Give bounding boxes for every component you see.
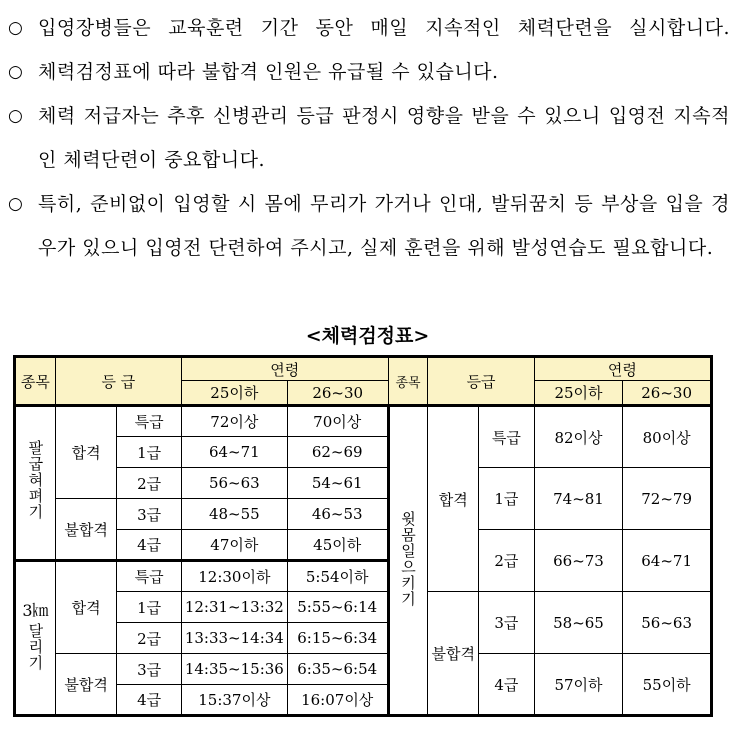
grade-cell: 1급: [479, 468, 535, 530]
value-cell: 70이상: [287, 406, 388, 437]
header-grade: 등 급: [55, 357, 181, 406]
value-cell: 55이하: [623, 654, 712, 716]
grade-cell: 특급: [117, 561, 182, 592]
value-cell: 64~71: [623, 530, 712, 592]
notice-text: 체력검정표에 따라 불합격 인원은 유급될 수 있습니다.: [38, 61, 499, 83]
table-title: <체력검정표>: [305, 325, 430, 347]
header-subject: 종목: [15, 357, 56, 406]
grade-cell: 3급: [117, 654, 182, 685]
header-age-25: 25이하: [181, 381, 287, 406]
notice-text: 체력 저급자는 추후 신병관리 등급 판정시 영향을 받을 수 있으니 입영전 지속적인 체력단련이 중요합니다.: [38, 105, 730, 171]
value-cell: 72이상: [181, 406, 287, 437]
grade-cell: 특급: [479, 406, 535, 468]
grade-cell: 4급: [479, 654, 535, 716]
grade-cell: 3급: [117, 499, 182, 530]
value-cell: 46~53: [287, 499, 388, 530]
header-age-26-30: 26~30: [623, 381, 712, 406]
value-cell: 6:15~6:34: [287, 623, 388, 654]
value-cell: 58~65: [534, 592, 623, 654]
notice-text: 입영장병들은 교육훈련 기간 동안 매일 지속적인 체력단련을 실시합니다.: [38, 17, 730, 39]
value-cell: 13:33~14:34: [181, 623, 287, 654]
notice-text: 특히, 준비없이 입영할 시 몸에 무리가 가거나 인대, 발뒤꿈치 등 부상을 입을 경우가 있으니 입영전 단련하여 주시고, 실제 훈련을 위해 발성연습도 필요합니다.: [38, 193, 730, 259]
value-cell: 64~71: [181, 437, 287, 468]
value-cell: 15:37이상: [181, 685, 287, 716]
value-cell: 66~73: [534, 530, 623, 592]
result-pass: 합격: [428, 406, 479, 592]
value-cell: 5:54이하: [287, 561, 388, 592]
value-cell: 12:31~13:32: [181, 592, 287, 623]
value-cell: 12:30이하: [181, 561, 287, 592]
value-cell: 5:55~6:14: [287, 592, 388, 623]
value-cell: 48~55: [181, 499, 287, 530]
grade-cell: 4급: [117, 530, 182, 561]
header-age-26-30: 26~30: [287, 381, 388, 406]
subject-situp: 윗몸일으키기: [388, 406, 428, 716]
value-cell: 62~69: [287, 437, 388, 468]
subject-3km-run: 3㎞ 달리기: [15, 561, 56, 716]
result-fail: 불합격: [428, 592, 479, 716]
circle-bullet-icon: ○: [8, 62, 24, 82]
grade-cell: 1급: [117, 592, 182, 623]
header-age: 연령: [181, 357, 388, 381]
circle-bullet-icon: ○: [8, 18, 24, 38]
notice-item: [8, 6, 730, 50]
value-cell: 82이상: [534, 406, 623, 468]
header-subject: 종목: [388, 357, 428, 406]
notice-list: [8, 6, 730, 270]
notice-item: [8, 94, 730, 182]
result-fail: 불합격: [55, 499, 117, 561]
fitness-test-table: [13, 355, 713, 717]
value-cell: 6:35~6:54: [287, 654, 388, 685]
grade-cell: 3급: [479, 592, 535, 654]
value-cell: 14:35~15:36: [181, 654, 287, 685]
result-fail: 불합격: [55, 654, 117, 716]
header-age: 연령: [534, 357, 711, 381]
grade-cell: 특급: [117, 406, 182, 437]
grade-cell: 2급: [479, 530, 535, 592]
notice-item: [8, 182, 730, 270]
circle-bullet-icon: ○: [8, 106, 24, 126]
value-cell: 54~61: [287, 468, 388, 499]
value-cell: 56~63: [181, 468, 287, 499]
value-cell: 16:07이상: [287, 685, 388, 716]
grade-cell: 1급: [117, 437, 182, 468]
header-age-25: 25이하: [534, 381, 623, 406]
value-cell: 74~81: [534, 468, 623, 530]
value-cell: 72~79: [623, 468, 712, 530]
result-pass: 합격: [55, 406, 117, 499]
grade-cell: 2급: [117, 623, 182, 654]
header-grade: 등급: [428, 357, 534, 406]
value-cell: 56~63: [623, 592, 712, 654]
circle-bullet-icon: ○: [8, 194, 24, 214]
value-cell: 45이하: [287, 530, 388, 561]
value-cell: 57이하: [534, 654, 623, 716]
grade-cell: 2급: [117, 468, 182, 499]
value-cell: 47이하: [181, 530, 287, 561]
value-cell: 80이상: [623, 406, 712, 468]
notice-item: [8, 50, 730, 94]
subject-pushup: 팔굽혀펴기: [15, 406, 56, 561]
result-pass: 합격: [55, 561, 117, 654]
grade-cell: 4급: [117, 685, 182, 716]
